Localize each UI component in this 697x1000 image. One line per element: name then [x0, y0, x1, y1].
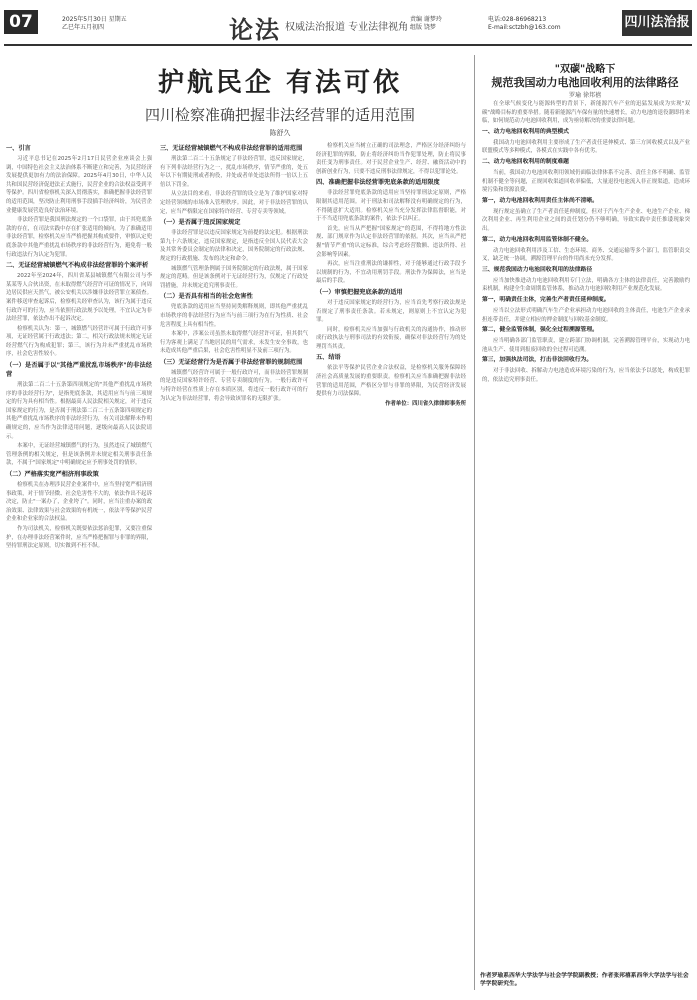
- column-divider: [474, 55, 475, 990]
- section-heading: 第二，动力电池回收利用监管体制不健全。: [482, 236, 593, 243]
- section-heading: （一）是否属于以"其他严重扰乱市场秩序"的非法经营: [6, 362, 152, 379]
- body-paragraph: 刑法第二百二十五条第四项规定的"其他严重扰乱市场秩序的非法经营行为"，是指兜底条款，其适用应当与前三项规定的行为具有相当性。根据最高人民法院相关规定，对于违反国家规定的行为，是否属于刑法第二百二十五条第四项规定的其他严重扰乱市场秩序的非法经营行为，有关司法解释未作明确规定的，应当作为法律适用问题，逐级向最高人民法院请示。: [6, 382, 152, 440]
- lunar-date: 乙巳年五月初四: [62, 24, 105, 31]
- body-paragraph: 当前，我国动力电池回收利用领域仍面临法律体系不完善、责任主体不明确、监管机制不健全等问题，正规回收渠道回收率偏低，大量退役电池流入非正规渠道，造成环境污染和资源浪费。: [482, 169, 690, 194]
- body-paragraph: 检察机关在办理涉民营企业案件中，应当坚持宽严相济刑事政策，对于情节轻微、社会危害性不大的，依法作出不起诉决定，防止"一案办了，企业垮了"。同时，应当注重办案的政治效果、法律效果与社会效果的有机统一，依法平等保护民营企业和企业家的合法权益。: [6, 482, 152, 523]
- main-subheadline: 四川检察准确把握非法经营罪的适用范围: [144, 106, 415, 124]
- body-paragraph: 同时，检察机关应当加强与行政机关的沟通协作，推动形成行政执法与刑事司法的有效衔接，确保对非法经营行为的处理罚当其责。: [316, 326, 466, 350]
- body-paragraph: 刑法第二百二十五条规定了非法经营罪，违反国家规定，有下列非法经营行为之一，扰乱市场秩序，情节严重的，处五年以下有期徒刑或者拘役，并处或者单处违法所得一倍以上五倍以下罚金。: [160, 156, 308, 188]
- section-heading: 五、结语: [316, 354, 341, 362]
- body-paragraph: 城镇燃气经营许可属于一般行政许可，而非法经营罪规制的是违反国家特许经营、专营专卖制度的行为。一般行政许可与特许经营在性质上存在本质区别，将违反一般行政许可的行为认定为非法经营罪，将会导致该罪名的无限扩张。: [160, 369, 308, 402]
- side-article-kicker: "双碳"战略下: [554, 64, 616, 75]
- body-paragraph: 检察机关认为：第一，城镇燃气经营许可属于行政许可事项，无证经营属于行政违法；第二，相关行政法规未规定无证经营燃气行为构成犯罪；第三，该行为并未严重扰乱市场秩序，社会危害性较小。: [6, 325, 152, 358]
- section-heading: 三、规范我国动力电池回收利用的法律路径: [482, 266, 593, 273]
- body-paragraph: 现行规定虽确立了生产者责任延伸制度，但对于汽车生产企业、电池生产企业、梯次利用企业、再生利用企业之间的责任划分仍不够明确，导致实践中责任推诿现象突出。: [482, 208, 690, 232]
- page-header: [0, 0, 697, 44]
- section-heading: 第一，动力电池回收利用责任主体尚不清晰。: [482, 197, 598, 204]
- section-heading: （二）严格落实宽严相济刑事政策: [6, 471, 99, 478]
- dateline: [62, 16, 127, 32]
- section-slogan: 权威法治报道 专业法律视角: [285, 22, 409, 33]
- section-heading: （三）无证经营行为是否属于非法经营罪的规制范围: [160, 358, 303, 366]
- body-paragraph: 检察机关应当树立正确的司法理念，严格区分经济纠纷与经济犯罪的界限，防止将经济纠纷当作犯罪处理，防止将民事责任变为刑事责任。对于民营企业生产、经营、融资活动中的创新创业行为，只要不违反刑事法律规定，不得以犯罪论处。: [316, 143, 466, 175]
- body-paragraph: 依法平等保护民营企业合法权益，是检察机关服务保障经济社会高质量发展的重要职责。检察机关应当准确把握非法经营罪的适用范围，严格区分罪与非罪的界限，为民营经济发展提供有力司法保障。: [316, 365, 466, 398]
- section-heading: 第一，明确责任主体，完善生产者责任延伸制度。: [482, 296, 610, 303]
- email-address: E-mail:sctzbh@163.com: [488, 24, 561, 31]
- body-paragraph: 非法经营罪兜底条款的适用应当坚持罪刑法定原则，严格限制其适用范围。对于刑法和司法解释没有明确规定的行为，不得随意扩大适用。检察机关应当充分发挥法律监督职能，对于不当适用兜底条款的案件，依法予以纠正。: [316, 190, 466, 223]
- section-heading: 二、无证经营城镇燃气不构成非法经营罪的个案评析: [6, 262, 149, 270]
- section-heading: （一）审慎把握兜底条款的适用: [316, 288, 403, 296]
- side-article-author-note: 作者罗瑜系西华大学法学与社会学学院副教授；作者张邦禧系西华大学法学与社会学学院研究生。: [480, 973, 689, 987]
- side-article-body: [482, 100, 690, 968]
- main-headline: 护航民企 有法可依: [157, 68, 403, 98]
- article-column-1: [6, 142, 152, 992]
- section-heading: 第三，加强执法司法，打击非法回收行为。: [482, 357, 593, 364]
- editor-name: 责编 谢梦玲: [410, 16, 442, 23]
- body-paragraph: 在全球气候变化与能源转型的背景下，新能源汽车产业的迅猛发展成为实现"双碳"战略目标的重要举措。随着新能源汽车保有量的快速增长，动力电池的退役潮即将来临，如何规范动力电池回收利用，成为亟待解决的重要法律问题。: [482, 101, 690, 125]
- section-heading: 一、引言: [6, 145, 31, 152]
- body-paragraph: 应当加快推进动力电池回收利用专门立法，明确各方主体的法律责任，完善激励约束机制，构建全生命周期监管体系，推动动力电池回收利用产业规范化发展。: [482, 277, 690, 293]
- body-paragraph: 非法经营罪是以违反国家规定为前提的法定犯。根据刑法第九十六条规定，违反国家规定，是指违反全国人民代表大会及其常务委员会制定的法律和决定，国务院制定的行政法规、规定的行政措施、发布的决定和命令。: [160, 230, 308, 262]
- body-paragraph: 非法经营罪是我国刑法规定的一个口袋罪，由于其兜底条款的存在，在司法实践中存在扩张适用的倾向。为了准确适用非法经营罪，检察机关应当严格把握其构成要件，审慎认定兜底条款中其他严重扰乱市场秩序的非法经营行为，避免将一般行政违法行为认定为犯罪。: [6, 217, 152, 258]
- body-paragraph: 首先，应当从严把握"国家规定"的范围，不得将地方性法规、部门规章作为认定非法经营罪的依据。其次，应当从严把握"情节严重"的认定标准，综合考虑经营数额、违法所得、社会影响等因素。: [316, 225, 466, 258]
- section-title: 论法: [229, 15, 281, 44]
- section-heading: （一）是否属于违反国家规定: [160, 219, 241, 227]
- newspaper-masthead: 四川法治报: [622, 10, 692, 36]
- body-paragraph: 本案中，涉案公司虽然未取得燃气经营许可证，但其供气行为客观上满足了当地居民的用气需求，未发生安全事故，也未造成其他严重后果，社会危害性明显不及前三项行为。: [160, 331, 308, 355]
- editor-credits: [410, 16, 442, 32]
- phone-number: 电话:028-86968213: [488, 16, 547, 23]
- contact-info: [488, 16, 561, 32]
- body-paragraph: 习近平总书记在2025年2月17日民营企业座谈会上强调，中国特色社会主义法治体系不断建立和完善，为民营经济发展提供更加有力的法治保障。2025年4月30日，中华人民共和国民营经济促进法正式施行，民营企业的合法权益受到平等保护。四川省检察机关深入贯彻落实，准确把握非法经营罪的适用范围，坚决防止利用刑事手段插手经济纠纷，为民营企业健康发展营造良好法治环境。: [6, 156, 152, 214]
- body-paragraph: 2022年至2024年，四川省某县城镇燃气有限公司与李某某等人合伙出资，在未取得燃气经营许可证的情况下，向周边居民供应天然气，被公安机关以涉嫌非法经营罪立案侦查。案件移送审查起诉后，检察机关经审查认为，该行为属于违反行政许可的行为，应当依照行政法规予以处理，不宜认定为非法经营罪，依法作出不起诉决定。: [6, 273, 152, 323]
- article-column-3: [316, 142, 466, 992]
- body-paragraph: 兜底条款的适用应当坚持同类解释规则，即其他严重扰乱市场秩序的非法经营行为应当与前三项行为在行为性质、社会危害程度上具有相当性。: [160, 304, 308, 328]
- body-paragraph: 本案中，无证经营城镇燃气的行为，虽然违反了城镇燃气管理条例的相关规定，但是该条例并未规定相关刑事责任条款，不属于"国家规定"中明确规定应予刑事处罚的情形。: [6, 443, 152, 467]
- body-paragraph: 再次，应当注重刑法的谦抑性，对于能够通过行政手段予以规制的行为，不宜动用刑罚手段。刑法作为保障法，应当是最后的手段。: [316, 261, 466, 285]
- section-heading: （二）是否具有相当的社会危害性: [160, 293, 253, 301]
- body-paragraph: 应当明确各部门监管职责，建立跨部门协调机制，完善溯源管理平台，实现动力电池从生产、使用到报废回收的全过程可追溯。: [482, 338, 690, 353]
- article-column-2: [160, 142, 308, 992]
- header-divider: [4, 44, 692, 46]
- body-paragraph: 从立法目的来看，非法经营罪的设立是为了维护国家对特定经营领域的市场准入管理秩序。因此，对于非法经营罪的认定，应当严格限定在国家特许经营、专营专卖等领域。: [160, 191, 308, 215]
- body-paragraph: 城镇燃气管理条例属于国务院制定的行政法规，属于国家规定的范畴。但是该条例对于无证经营行为，仅规定了行政处罚措施，并未规定追究刑事责任。: [160, 265, 308, 289]
- body-paragraph: 应当以立法形式明确汽车生产企业承担动力电池回收的主体责任，电池生产企业承担连带责任，并建立相应的押金制度与回收基金制度。: [482, 307, 690, 323]
- body-paragraph: 作为司法机关，检察机关既要依法惩治犯罪，又要注重保护，在办理非法经营案件时，应当严格把握罪与非罪的界限，坚持罪刑法定原则，切实做到不枉不纵。: [6, 525, 152, 550]
- body-paragraph: 对于违反国家规定的经营行为，应当首先考察行政法规是否规定了刑事责任条款。若未规定，则原则上不宜认定为犯罪。: [316, 299, 466, 324]
- main-author: 陈舒久: [269, 129, 291, 137]
- section-heading: 四、准确把握非法经营罪兜底条款的适用限度: [316, 179, 440, 187]
- body-paragraph: 动力电池回收利用涉及工信、生态环境、商务、交通运输等多个部门，监管职责交叉，缺乏统一协调，溯源管理平台的作用尚未充分发挥。: [482, 247, 690, 263]
- issue-date: 2025年5月30日 星期五: [62, 16, 127, 23]
- section-heading: 第二，健全监管体制，强化全过程溯源管理。: [482, 327, 598, 334]
- side-article-author: 罗瑜 徐邦禧: [569, 92, 601, 99]
- body-paragraph: 我国动力电池回收利用主要形成了生产者责任延伸模式、第三方回收模式以及产业联盟模式等多种模式，各模式在实践中各有优劣。: [482, 139, 690, 155]
- section-heading: 二、动力电池回收利用的制度难题: [482, 158, 569, 165]
- main-article-signature: 作者单位：四川省久律律师事务所: [385, 400, 466, 407]
- layout-editor-name: 组版 饶梦: [410, 24, 436, 31]
- page-number: 07: [4, 10, 38, 34]
- section-heading: 一、动力电池回收利用的典型模式: [482, 128, 569, 135]
- section-heading: 三、无证经营城镇燃气不构成非法经营罪的适用范围: [160, 145, 303, 152]
- side-article-title: 规范我国动力电池回收利用的法律路径: [491, 76, 679, 89]
- body-paragraph: 对于非法回收、拆解动力电池造成环境污染的行为，应当依法予以惩处，构成犯罪的，依法追究刑事责任。: [482, 368, 690, 383]
